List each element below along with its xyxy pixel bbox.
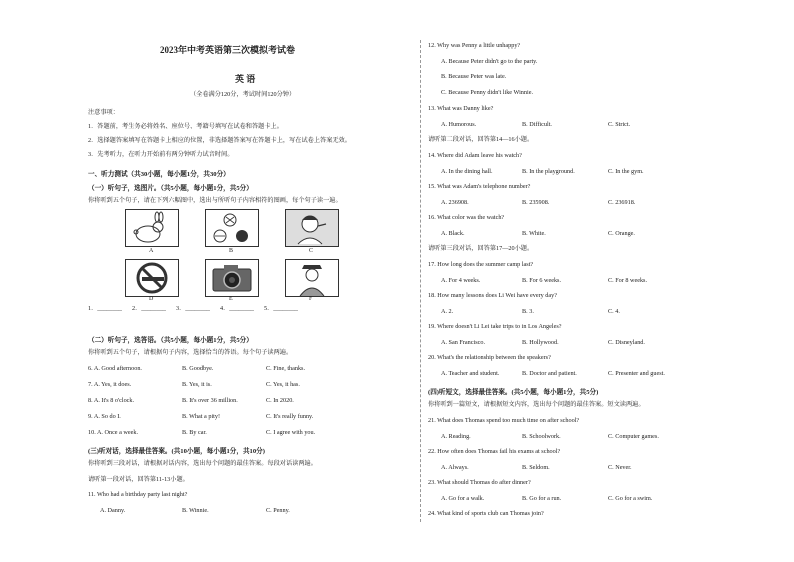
picture-label-a: A	[149, 248, 154, 254]
q22-option-c[interactable]: C. Never.	[608, 464, 632, 471]
q19-option-b[interactable]: B. Hollywood.	[522, 339, 559, 346]
q8-option-c[interactable]: C. In 2020.	[266, 397, 294, 404]
part2-instruction: 你将听到五个句子，请根据句子内容，选择恰当的答语。每个句子读两遍。	[88, 349, 293, 356]
q19-option-a[interactable]: A. San Francisco.	[441, 339, 485, 346]
picture-label-b: B	[229, 248, 234, 254]
q14-option-c[interactable]: C. In the gym.	[608, 168, 644, 175]
q14-question: 14. Where did Adam leave his watch?	[428, 152, 522, 159]
q16-option-a[interactable]: A. Black.	[441, 230, 465, 237]
picture-e	[205, 259, 259, 297]
picture-label-e: E	[229, 296, 233, 302]
q21-question: 21. What does Thomas spend too much time on after school?	[428, 417, 580, 424]
q9-option-b[interactable]: B. What a pity!	[182, 413, 221, 420]
q8-option-a[interactable]: 8. A. It's 8 o'clock.	[88, 397, 135, 404]
q17-option-c[interactable]: C. For 8 weeks.	[608, 277, 648, 284]
q11-option-c[interactable]: C. Penny.	[266, 507, 290, 514]
q10-option-b[interactable]: B. By car.	[182, 429, 207, 436]
q13-question: 13. What was Danny like?	[428, 105, 494, 112]
part1-instruction: 你将听到五个句子，请在下列六幅图中，选出与所听句子内容相符的图画，每个句子读一遍。	[88, 197, 342, 204]
q12-question: 12. Why was Penny a little unhappy?	[428, 42, 521, 49]
part3-section1: 请听第一段对话，回答第11-13小题。	[88, 476, 189, 483]
q8-option-b[interactable]: B. It's over 36 million.	[182, 397, 238, 404]
picture-c	[285, 209, 339, 247]
q6-option-a[interactable]: 6. A. Good afternoon.	[88, 365, 142, 372]
no-smoking-icon	[126, 260, 178, 296]
q13-option-b[interactable]: B. Difficult.	[522, 121, 552, 128]
sick-boy-icon	[286, 210, 338, 246]
q17-option-b[interactable]: B. For 6 weeks.	[522, 277, 562, 284]
q21-option-c[interactable]: C. Computer games.	[608, 433, 659, 440]
q6-option-b[interactable]: B. Goodbye.	[182, 365, 214, 372]
q15-question: 15. What was Adam's telephone number?	[428, 183, 531, 190]
q12-option-c[interactable]: C. Because Penny didn't like Winnie.	[441, 89, 534, 96]
part2-heading: （二）听句子，选答语。（共5小题，每小题1分，共5分）	[88, 337, 253, 344]
answer-blank-4[interactable]: 4．________	[220, 305, 255, 312]
answer-blank-3[interactable]: 3．________	[176, 305, 211, 312]
q19-question: 19. Where doesn't Li Lei take trips to in Los Angeles?	[428, 323, 562, 330]
answer-blank-2[interactable]: 2．________	[132, 305, 167, 312]
q20-option-b[interactable]: B. Doctor and patient.	[522, 370, 577, 377]
part3-instruction: 你将听到三段对话，请根据对话内容，选出每个问题的最佳答案。每段对话读两遍。	[88, 460, 317, 467]
picture-b	[205, 209, 259, 247]
q20-option-c[interactable]: C. Presenter and guest.	[608, 370, 665, 377]
section2-note: 请听第二段对话，回答第14—16小题。	[428, 136, 534, 143]
q16-question: 16. What color was the watch?	[428, 214, 505, 221]
q14-option-a[interactable]: A. In the dining hall.	[441, 168, 493, 175]
q22-question: 22. How often does Thomas fail his exams at school?	[428, 448, 561, 455]
q18-question: 18. How many lessons does Li Wei have every day?	[428, 292, 557, 299]
q20-question: 20. What's the relationship between the speakers?	[428, 354, 551, 361]
q7-option-c[interactable]: C. Yes, it has.	[266, 381, 300, 388]
q10-option-c[interactable]: C. I agree with you.	[266, 429, 316, 436]
q6-option-c[interactable]: C. Fine, thanks.	[266, 365, 306, 372]
picture-label-f: F	[309, 296, 313, 302]
q12-option-b[interactable]: B. Because Peter was late.	[441, 73, 507, 80]
q23-option-a[interactable]: A. Go for a walk.	[441, 495, 485, 502]
q17-option-a[interactable]: A. For 4 weeks.	[441, 277, 481, 284]
q10-option-a[interactable]: 10. A. Once a week.	[88, 429, 138, 436]
q11-option-a[interactable]: A. Danny.	[100, 507, 126, 514]
part1-heading: （一）听句子，选图片。（共5小题，每小题1分，共5分）	[88, 185, 253, 192]
part3-heading: (三)听对话，选择最佳答案。(共10小题，每小题1分，共10分)	[88, 448, 265, 455]
picture-d	[125, 259, 179, 297]
q18-option-b[interactable]: B. 3.	[522, 308, 534, 315]
q20-option-a[interactable]: A. Teacher and student.	[441, 370, 500, 377]
q17-question: 17. How long does the summer camp last?	[428, 261, 534, 268]
q23-option-c[interactable]: C. Go for a swim.	[608, 495, 653, 502]
rabbit-icon	[126, 210, 178, 246]
q7-option-a[interactable]: 7. A. Yes, it does.	[88, 381, 132, 388]
listening-heading: 一、听力测试（共30小题，每小题1分，共30分）	[88, 171, 230, 178]
camera-icon	[206, 260, 258, 296]
column-divider	[420, 40, 421, 522]
q18-option-c[interactable]: C. 4.	[608, 308, 620, 315]
subject-title: 英 语	[235, 74, 256, 84]
q14-option-b[interactable]: B. In the playground.	[522, 168, 575, 175]
notice-item-1: 1．答题前，考生务必将姓名、座位号、考籍号填写在试卷和答题卡上。	[88, 123, 283, 130]
q23-question: 23. What should Thomas do after dinner?	[428, 479, 531, 486]
exam-note: （全卷满分120分，考试时间120分钟）	[190, 91, 296, 98]
q24-question: 24. What kind of sports club can Thomas join?	[428, 510, 544, 517]
q22-option-a[interactable]: A. Always.	[441, 464, 469, 471]
q15-option-c[interactable]: C. 236918.	[608, 199, 636, 206]
q9-option-a[interactable]: 9. A. So do I.	[88, 413, 121, 420]
q13-option-c[interactable]: C. Strict.	[608, 121, 631, 128]
answer-blank-1[interactable]: 1．________	[88, 305, 123, 312]
q15-option-b[interactable]: B. 235908.	[522, 199, 550, 206]
picture-label-d: D	[149, 296, 154, 302]
q23-option-b[interactable]: B. Go for a run.	[522, 495, 562, 502]
q11-question: 11. Who had a birthday party last night?	[88, 491, 188, 498]
q13-option-a[interactable]: A. Humorous.	[441, 121, 477, 128]
q11-option-b[interactable]: B. Winnie.	[182, 507, 209, 514]
q7-option-b[interactable]: B. Yes, it is.	[182, 381, 212, 388]
q16-option-b[interactable]: B. White.	[522, 230, 546, 237]
q21-option-a[interactable]: A. Reading.	[441, 433, 471, 440]
notice-heading: 注意事项：	[88, 109, 119, 116]
q21-option-b[interactable]: B. Schoolwork.	[522, 433, 561, 440]
sports-balls-icon	[206, 210, 258, 246]
picture-label-c: C	[309, 248, 314, 254]
part4-heading: (四)听短文，选择最佳答案。(共5小题，每小题1分，共5分)	[428, 389, 599, 396]
q15-option-a[interactable]: A. 236908.	[441, 199, 469, 206]
picture-f	[285, 259, 339, 297]
notice-item-3: 3．先考听力，在听力开始前有两分钟听力试音时间。	[88, 151, 234, 158]
q22-option-b[interactable]: B. Seldom.	[522, 464, 550, 471]
picture-a	[125, 209, 179, 247]
q16-option-c[interactable]: C. Orange.	[608, 230, 635, 237]
q18-option-a[interactable]: A. 2.	[441, 308, 454, 315]
exam-title: 2023年中考英语第三次模拟考试卷	[160, 45, 296, 55]
q12-option-a[interactable]: A. Because Peter didn't go to the party.	[441, 58, 538, 65]
section3-note: 请听第三段对话，回答第17—20小题。	[428, 245, 534, 252]
q19-option-c[interactable]: C. Disneyland.	[608, 339, 645, 346]
notice-item-2: 2．选择题答案填写在答题卡上相应的位置，非选择题答案写在答题卡上，写在试卷上答案无效。	[88, 137, 351, 144]
answer-blank-5[interactable]: 5．________	[264, 305, 299, 312]
police-officer-icon	[286, 260, 338, 296]
q9-option-c[interactable]: C. It's really funny.	[266, 413, 314, 420]
part4-instruction: 你将听到一篇短文，请根据短文内容，选出每个问题的最佳答案。短文读两遍。	[428, 401, 645, 408]
